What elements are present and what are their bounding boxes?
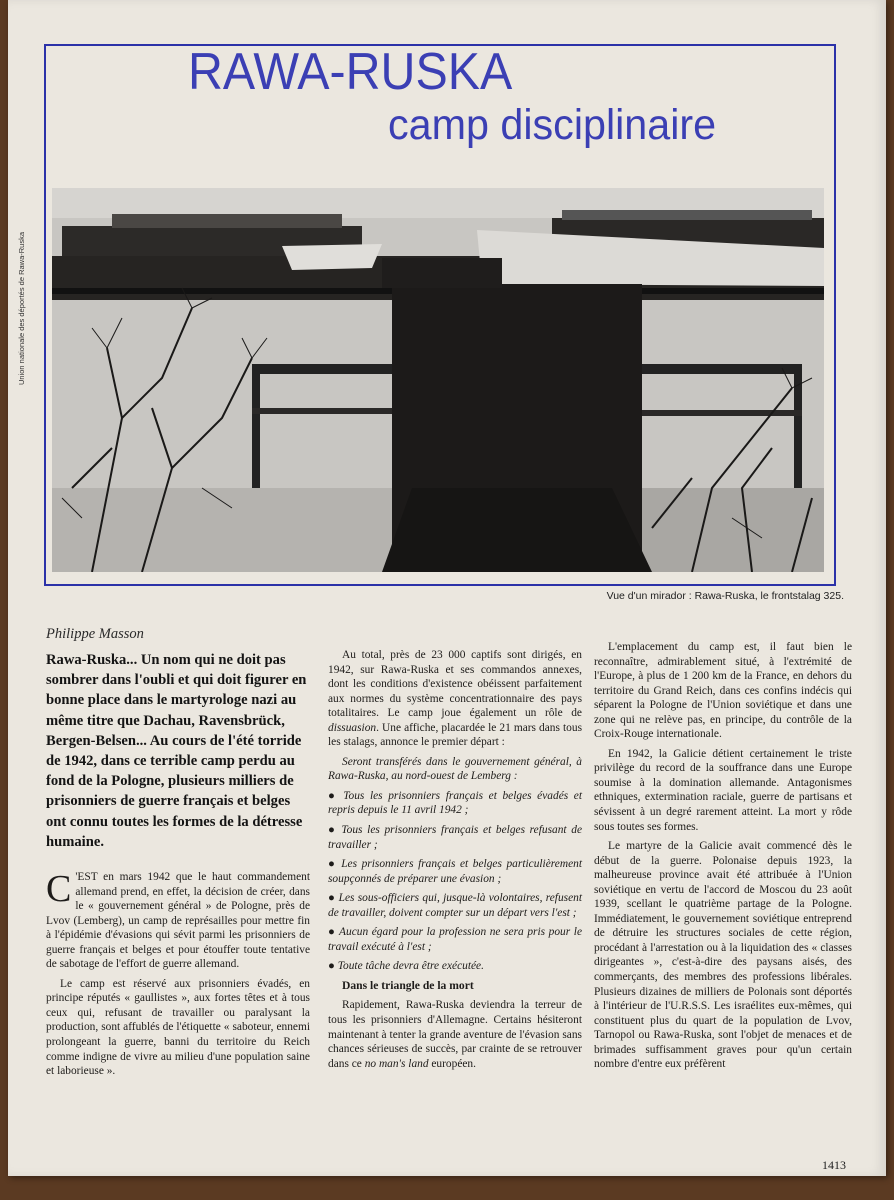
col2-p1-text: Au total, près de 23 000 captifs sont dirigés, en 1942, sur Rawa-Ruska et ses commandos annexes, dont les conditions d'existence obéissent parfaitement aux normes du système concentrationnaire des pays totalitaires. Le camp joue également un rôle de [328,649,582,720]
poster-bullet: ● Toute tâche devra être exécutée. [328,960,484,973]
col1-paragraph-2: Le camp est réservé aux prisonniers évadés, en principe réputés « gaullistes », aux fortes têtes et à tous ceux qui, refusant de travailler ou paralysant la production, sont affublés de l'étiquette « saboteur, ennemi prolongeant la guerre, banni du territoire du Reich comme indigne de vivre au milieu d'une population saine et laborieuse ». [46,977,310,1078]
col2-p2-end: européen. [428,1057,476,1070]
poster-bullet: ● Aucun égard pour la profession ne sera pris pour le travail exécuté à l'est ; [328,926,582,953]
col3-paragraph-3: Le martyre de la Galicie avait commencé dès le début de la guerre. Polonaise depuis 1923, la malheureuse province avait été attribuée à l'Union soviétique en vertu de l'accord de Moscou du 23 août 1939, scellant le quatrième partage de la Pologne. Immédiatement, le gouvernement soviétique entreprend de détruire les structures sociales de cette région, procédant à l'arrestation ou à la liquidation des « classes dirigeantes », c'est-à-dire des paysans aisés, des commerçants, des membres des professions libérales. Plusieurs dizaines de milliers de Polonais sont déportés à l'intérieur de l'U.R.S.S. Les israélites eux-mêmes, qui constituent plus du quart de la population de Lvov, Tarnopol ou Rawa-Ruska, sont l'objet de menaces et de brimades suffisamment graves pour qu'un certain nombre d'entre eux préfèrent [594,840,852,1071]
poster-bullet: ● Les sous-officiers qui, jusque-là volontaires, refusent de travailler, doivent compter sur un départ vers l'est ; [328,892,582,919]
watchtower-photo [52,188,824,572]
bullet-text: Les prisonniers français et belges particulièrement soupçonnés de préparer une évasion ; [328,858,582,885]
section-subheading: Dans le triangle de la mort [342,978,474,992]
col2-paragraph-2 [328,998,582,1071]
photo-caption: Vue d'un mirador : Rawa-Ruska, le frontstalag 325. [606,590,844,602]
column-3 [594,640,852,1077]
col1-p1-text: 'EST en mars 1942 que le haut commandement allemand prend, en effet, la décision de créer, dans le « gouvernement général » de Pologne, près de Lvov (Lemberg), un camp de représailles pour mettre fin à l'épidémie d'évasions qui sévit parmi les prisonniers de guerre français et belges et pour étouffer toute tentative de sabotage de l'effort de guerre allemand. [46,871,310,971]
col1-paragraph-1 [46,870,310,972]
col3-paragraph-1: L'emplacement du camp est, il faut bien le reconnaître, admirablement situé, à l'extrémité de l'Europe, à plus de 1 200 km de la France, en dehors du territoire du Grand Reich, dans ces confins indécis qui séparent la Pologne de l'Union soviétique et dans une zone qui ne relève pas, en principe, du contrôle de la Croix-Rouge internationale. [594,641,852,741]
bullet-text: Tous les prisonniers français et belges évadés et repris depuis le 11 avril 1942 ; [328,789,583,817]
bullet-text: Toute tâche devra être exécutée. [337,960,484,973]
title-line-2: camp disciplinaire [388,101,717,149]
column-1 [46,870,310,1084]
col2-p2-text: Rapidement, Rawa-Ruska deviendra la terreur de tous les prisonniers d'Allemagne. Certains hésiteront maintenant à tenter la grande aventure de l'évasion sans chances sérieuses de succès, par crainte de se retrouver dans ce [328,999,582,1070]
bullet-text: Les sous-officiers qui, jusque-là volontaires, refusent de travailler, doivent compter sur un départ vers l'est ; [328,892,582,919]
lead-paragraph [46,650,308,852]
poster-bullet: ● Tous les prisonniers français et belges refusant de travailler ; [328,824,583,851]
bullet-text: Aucun égard pour la profession ne sera pris pour le travail exécuté à l'est ; [328,926,582,953]
page-number: 1413 [822,1158,846,1172]
col2-p1-end: . Une affiche, placardée le 21 mars dans tous les stalags, annonce le premier départ : [328,721,582,749]
col2-p2-italic: no man's land [364,1057,429,1070]
photo-credit: Union nationale des déportés de Rawa-Ruska [17,231,26,385]
poster-bullet: ● Les prisonniers français et belges particulièrement soupçonnés de préparer une évasion ; [328,858,582,885]
col3-paragraph-2: En 1942, la Galicie détient certainement le triste privilège du record de la souffrance dans une Europe soumise à la domination allemande. Antagonismes ethniques, extermination raciale, guerre de partisans et sévissent à un degré rarement atteint. La mort y rôde sous toutes ses formes. [594,747,852,833]
column-2 [328,648,582,1076]
lead-text: Rawa-Ruska... Un nom qui ne doit pas sombrer dans l'oubli et qui doit figurer en bonne place dans le martyrologe nazi au même titre que Dachau, Ravensbrück, Bergen-Belsen... Au cours de l'été torride de 1942, dans ce terrible camp perdu au fond de la Pologne, plusieurs milliers de prisonniers de guerre français et belges ont connu toutes les formes de la détresse humaine. [46,652,307,850]
author-name: Philippe Masson [46,626,144,642]
drop-cap: C [46,868,72,910]
bullet-text: Tous les prisonniers français et belges refusant de travailler ; [328,824,583,851]
poster-quote: Seront transférés dans le gouvernement général, à Rawa-Ruska, au nord-ouest de Lemberg : [328,755,582,783]
poster-bullet: ● Tous les prisonniers français et belges évadés et repris depuis le 11 avril 1942 ; [328,789,583,817]
title-line-1: RAWA-RUSKA [188,43,513,101]
col2-p1-italic: dissuasion [328,721,377,734]
col2-paragraph-1 [328,648,582,750]
